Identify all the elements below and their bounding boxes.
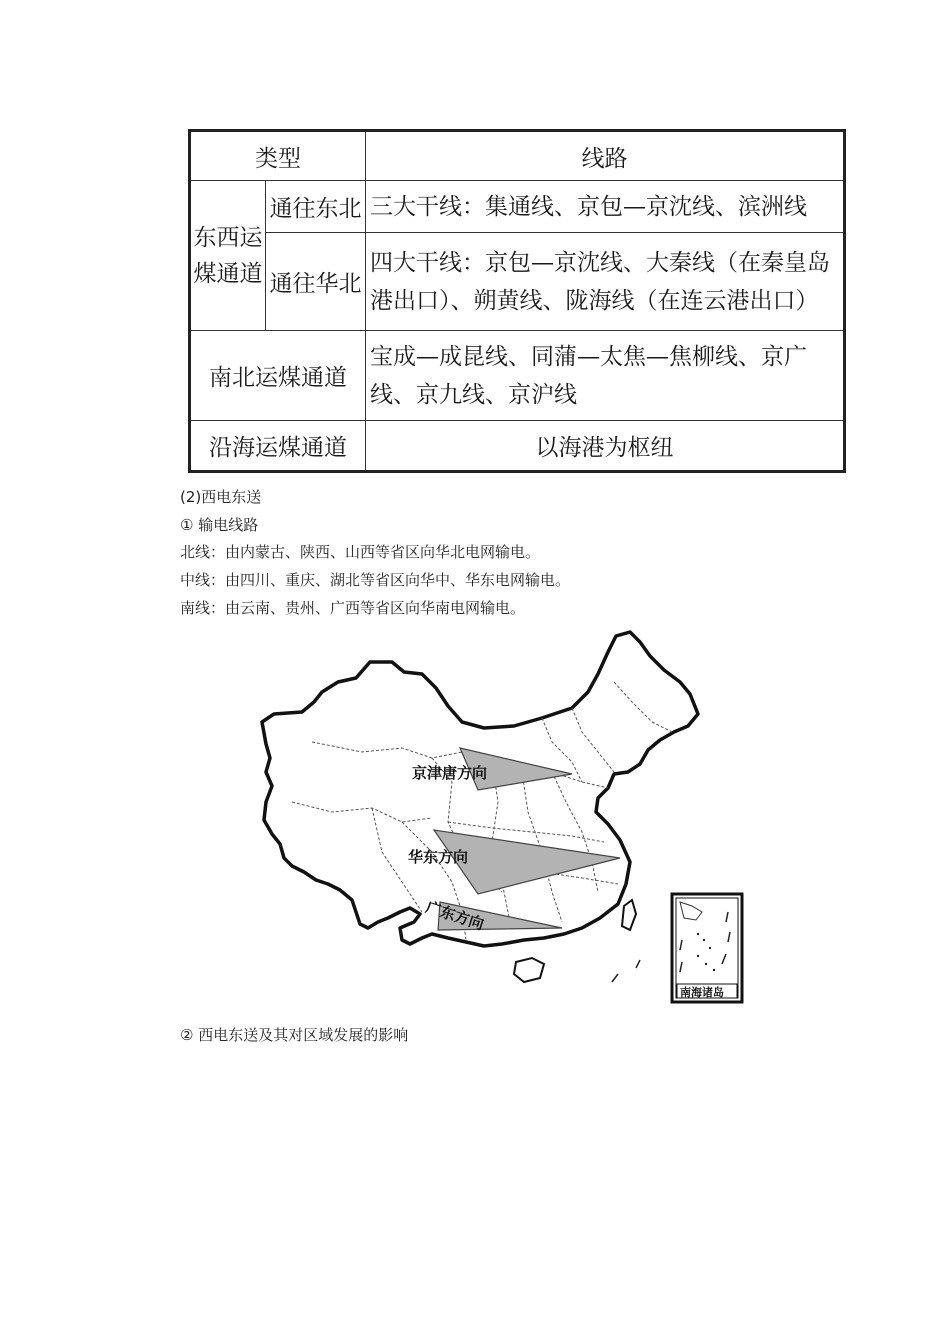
label-guangdong: 广东方向 [423,897,487,934]
subsection1-title: ① 输电线路 [180,516,259,534]
coal-transport-table [188,129,846,473]
route-north-south: 宝成—成昆线、同蒲—太焦—焦柳线、京广线、京九线、京沪线 [366,331,845,421]
label-huadong: 华东方向 [408,848,469,866]
type-north-south: 南北运煤通道 [190,331,366,421]
route-northeast: 三大干线：集通线、京包—京沈线、滨洲线 [366,181,845,233]
taiwan-island [622,900,636,930]
route-north-china: 四大干线：京包—京沈线、大秦线（在秦皇岛港出口）、朔黄线、陇海线（在连云港出口） [366,233,845,331]
header-type: 类型 [190,131,366,181]
label-jingjintang: 京津唐方向 [412,764,488,782]
sub-type-north-china: 通往华北 [266,233,366,331]
section2-title: (2)西电东送 [180,488,262,506]
header-route: 线路 [366,131,845,181]
sub-type-northeast: 通往东北 [266,181,366,233]
inset-label: 南海诸岛 [680,986,724,999]
type-coastal: 沿海运煤通道 [190,421,366,472]
north-line-text: 北线：由内蒙古、陕西、山西等省区向华北电网输电。 [180,543,541,561]
hainan-island [514,958,544,982]
group-east-west: 东西运煤通道 [190,181,266,331]
route-coastal: 以海港为枢纽 [366,421,845,472]
south-china-sea-inset [672,894,742,1002]
middle-line-text: 中线：由四川、重庆、湖北等省区向华中、华东电网输电。 [180,571,571,589]
west-east-power-map [252,622,752,1004]
subsection2-title: ② 西电东送及其对区域发展的影响 [180,1026,409,1044]
south-line-text: 南线：由云南、贵州、广西等省区向华南电网输电。 [180,599,526,617]
